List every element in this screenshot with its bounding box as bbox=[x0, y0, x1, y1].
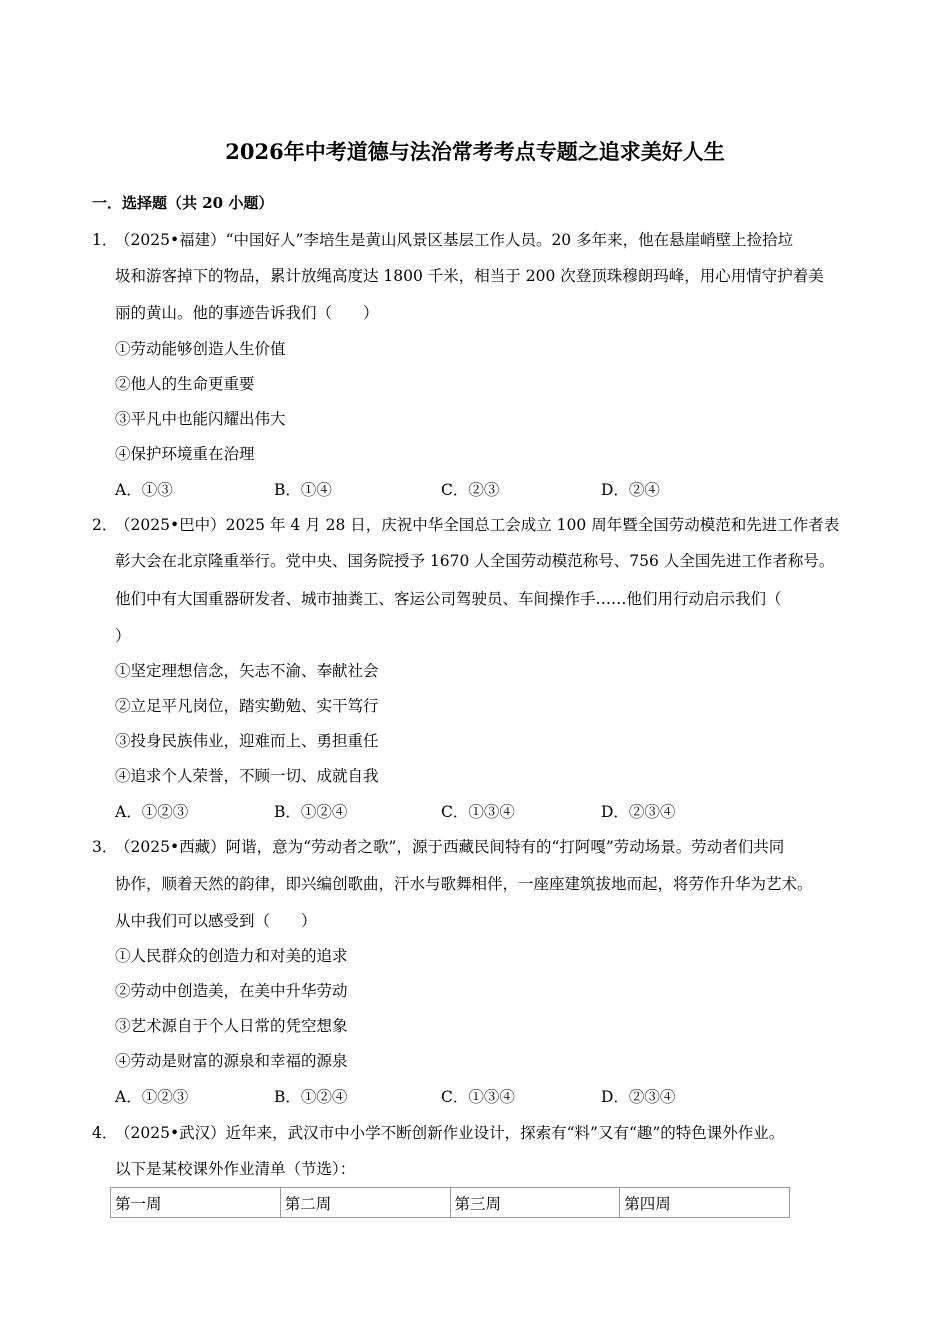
table-header-cell: 第四周 bbox=[620, 1188, 790, 1218]
question-text-line: 从中我们可以感受到（ ） bbox=[115, 912, 317, 930]
option-c[interactable]: C．②③ bbox=[441, 481, 500, 499]
statement-item: ③平凡中也能闪耀出伟大 bbox=[115, 410, 286, 428]
question-text-line: 协作，顺着天然的韵律，即兴编创歌曲，汗水与歌舞相伴，一座座建筑拔地而起，将劳作升华为艺术。 bbox=[115, 875, 813, 893]
question-number: 2． bbox=[92, 516, 118, 534]
question-text-line: 以下是某校课外作业清单（节选）： bbox=[115, 1160, 356, 1178]
table-header-cell: 第三周 bbox=[450, 1188, 620, 1218]
option-b[interactable]: B．①④ bbox=[274, 481, 332, 499]
table-row bbox=[111, 1188, 790, 1218]
statement-item: ④保护环境重在治理 bbox=[115, 445, 255, 463]
statement-item: ②立足平凡岗位，踏实勤勉、实干笃行 bbox=[115, 697, 379, 715]
option-b[interactable]: B．①②④ bbox=[274, 803, 348, 821]
question-text-line: （2025•武汉）近年来，武汉市中小学不断创新作业设计，探索有“料”又有“趣”的特色课外作业。 bbox=[115, 1124, 785, 1142]
option-c[interactable]: C．①③④ bbox=[441, 803, 515, 821]
option-d[interactable]: D．②③④ bbox=[601, 1088, 676, 1106]
table-header-cell: 第一周 bbox=[111, 1188, 281, 1218]
question-number: 4． bbox=[92, 1124, 118, 1142]
option-a[interactable]: A．①②③ bbox=[115, 803, 189, 821]
question-text-line: ） bbox=[115, 627, 131, 645]
table-header-cell: 第二周 bbox=[280, 1188, 450, 1218]
statement-item: ②劳动中创造美，在美中升华劳动 bbox=[115, 982, 348, 1000]
question-text-line: 丽的黄山。他的事迹告诉我们（ ） bbox=[115, 304, 379, 322]
question-text-line: 圾和游客掉下的物品，累计放绳高度达 1800 千米，相当于 200 次登顶珠穆朗玛峰，用心用情守护着美 bbox=[115, 267, 824, 285]
statement-item: ①劳动能够创造人生价值 bbox=[115, 340, 286, 358]
option-d[interactable]: D．②④ bbox=[601, 481, 660, 499]
statement-item: ④追求个人荣誉，不顾一切、成就自我 bbox=[115, 767, 379, 785]
option-d[interactable]: D．②③④ bbox=[601, 803, 676, 821]
statement-item: ④劳动是财富的源泉和幸福的源泉 bbox=[115, 1052, 348, 1070]
question-text-line: （2025•福建）“中国好人”李培生是黄山风景区基层工作人员。20 多年来，他在悬崖峭壁上捡拾垃 bbox=[115, 231, 794, 249]
question-number: 1． bbox=[92, 231, 118, 249]
statement-item: ②他人的生命更重要 bbox=[115, 375, 255, 393]
option-b[interactable]: B．①②④ bbox=[274, 1088, 348, 1106]
statement-item: ①坚定理想信念，矢志不渝、奉献社会 bbox=[115, 662, 379, 680]
section-heading: 一．选择题（共 20 小题） bbox=[92, 194, 274, 212]
question-text-line: 彰大会在北京隆重举行。党中央、国务院授予 1670 人全国劳动模范称号、756 人全国先进工作者称号。 bbox=[115, 552, 835, 570]
question-number: 3． bbox=[92, 838, 118, 856]
option-a[interactable]: A．①③ bbox=[115, 481, 173, 499]
document-title: 2026年中考道德与法治常考考点专题之追求美好人生 bbox=[225, 139, 725, 164]
option-a[interactable]: A．①②③ bbox=[115, 1088, 189, 1106]
homework-table bbox=[110, 1187, 790, 1218]
question-text-line: （2025•巴中）2025 年 4 月 28 日，庆祝中华全国总工会成立 100 周年暨全国劳动模范和先进工作者表 bbox=[115, 516, 840, 534]
statement-item: ①人民群众的创造力和对美的追求 bbox=[115, 947, 348, 965]
option-c[interactable]: C．①③④ bbox=[441, 1088, 515, 1106]
statement-item: ③艺术源自于个人日常的凭空想象 bbox=[115, 1017, 348, 1035]
statement-item: ③投身民族伟业，迎难而上、勇担重任 bbox=[115, 732, 379, 750]
question-text-line: （2025•西藏）阿谐，意为“劳动者之歌”，源于西藏民间特有的“打阿嘎”劳动场景。劳动者们共同 bbox=[115, 838, 785, 856]
question-text-line: 他们中有大国重器研发者、城市抽粪工、客运公司驾驶员、车间操作手……他们用行动启示我们（ bbox=[115, 590, 782, 608]
